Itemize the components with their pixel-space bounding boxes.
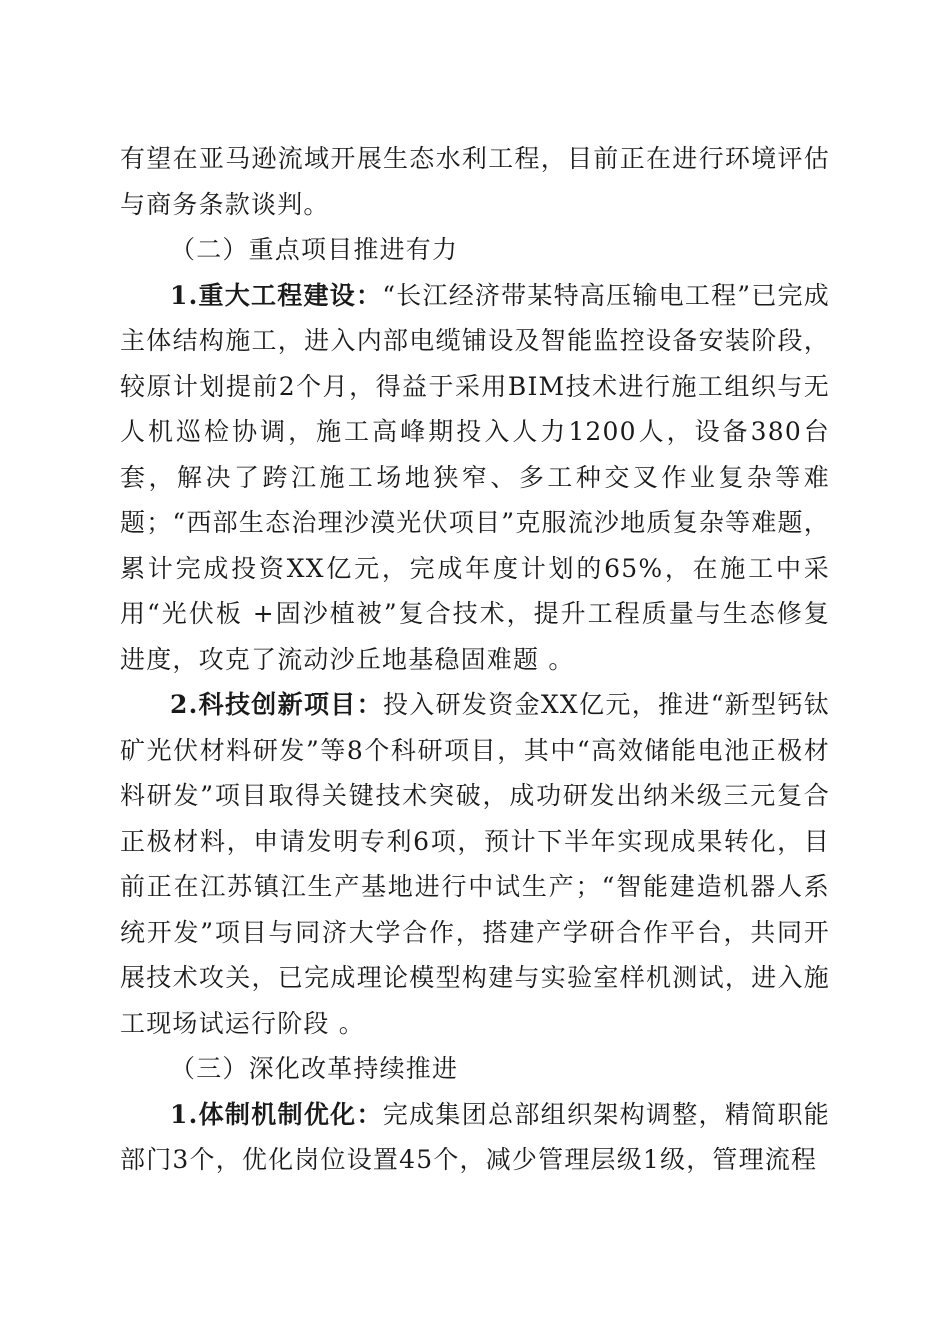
- section-heading-2: （二）重点项目推进有力: [170, 235, 459, 264]
- item-label-mechanism-optimization: 1.体制机制优化：: [170, 1099, 383, 1129]
- paragraph-mechanism-optimization: [120, 1092, 830, 1183]
- document-body: [120, 136, 830, 1183]
- paragraph-major-project: [120, 273, 830, 683]
- paragraph-continuation: 有望在亚马逊流域开展生态水利工程，目前正在进行环境评估与商务条款谈判。: [120, 144, 830, 219]
- section-heading-3: （三）深化改革持续推进: [170, 1054, 459, 1083]
- item-text-major-project: “长江经济带某特高压输电工程”已完成主体结构施工，进入内部电缆铺设及智能监控设备安装阶段，较原计划提前2个月，得益于采用BIM技术进行施工组织与无人机巡检协调，施工高峰期投入人力1200人，设备380台套，解决了跨江施工场地狭窄、多工种交叉作业复杂等难题；“西部生态治理沙漠光伏项目”克服流沙地质复杂等难题，累计完成投资XX亿元，完成年度计划的65%，在施工中采用“光伏板 +固沙植被”复合技术，提升工程质量与生态修复进度，攻克了流动沙丘地基稳固难题 。: [120, 280, 830, 674]
- item-text-mechanism-optimization: 完成集团总部组织架构调整，精简职能部门3个，优化岗位设置45个，减少管理层级1级，管理流程: [120, 1099, 830, 1174]
- item-label-tech-innovation: 2.科技创新项目：: [170, 690, 383, 719]
- item-text-tech-innovation: 投入研发资金XX亿元，推进“新型钙钛矿光伏材料研发”等8个科研项目，其中“高效储能电池正极材料研发”项目取得关键技术突破，成功研发出纳米级三元复合正极材料，申请发明专利6项，预计下半年实现成果转化，目前正在江苏镇江生产基地进行中试生产；“智能建造机器人系统开发”项目与同济大学合作，搭建产学研合作平台，共同开展技术攻关，已完成理论模型构建与实验室样机测试，进入施工现场试运行阶段 。: [120, 690, 830, 1038]
- paragraph-tech-innovation: [120, 682, 830, 1046]
- item-label-major-project: 1.重大工程建设：: [170, 280, 383, 310]
